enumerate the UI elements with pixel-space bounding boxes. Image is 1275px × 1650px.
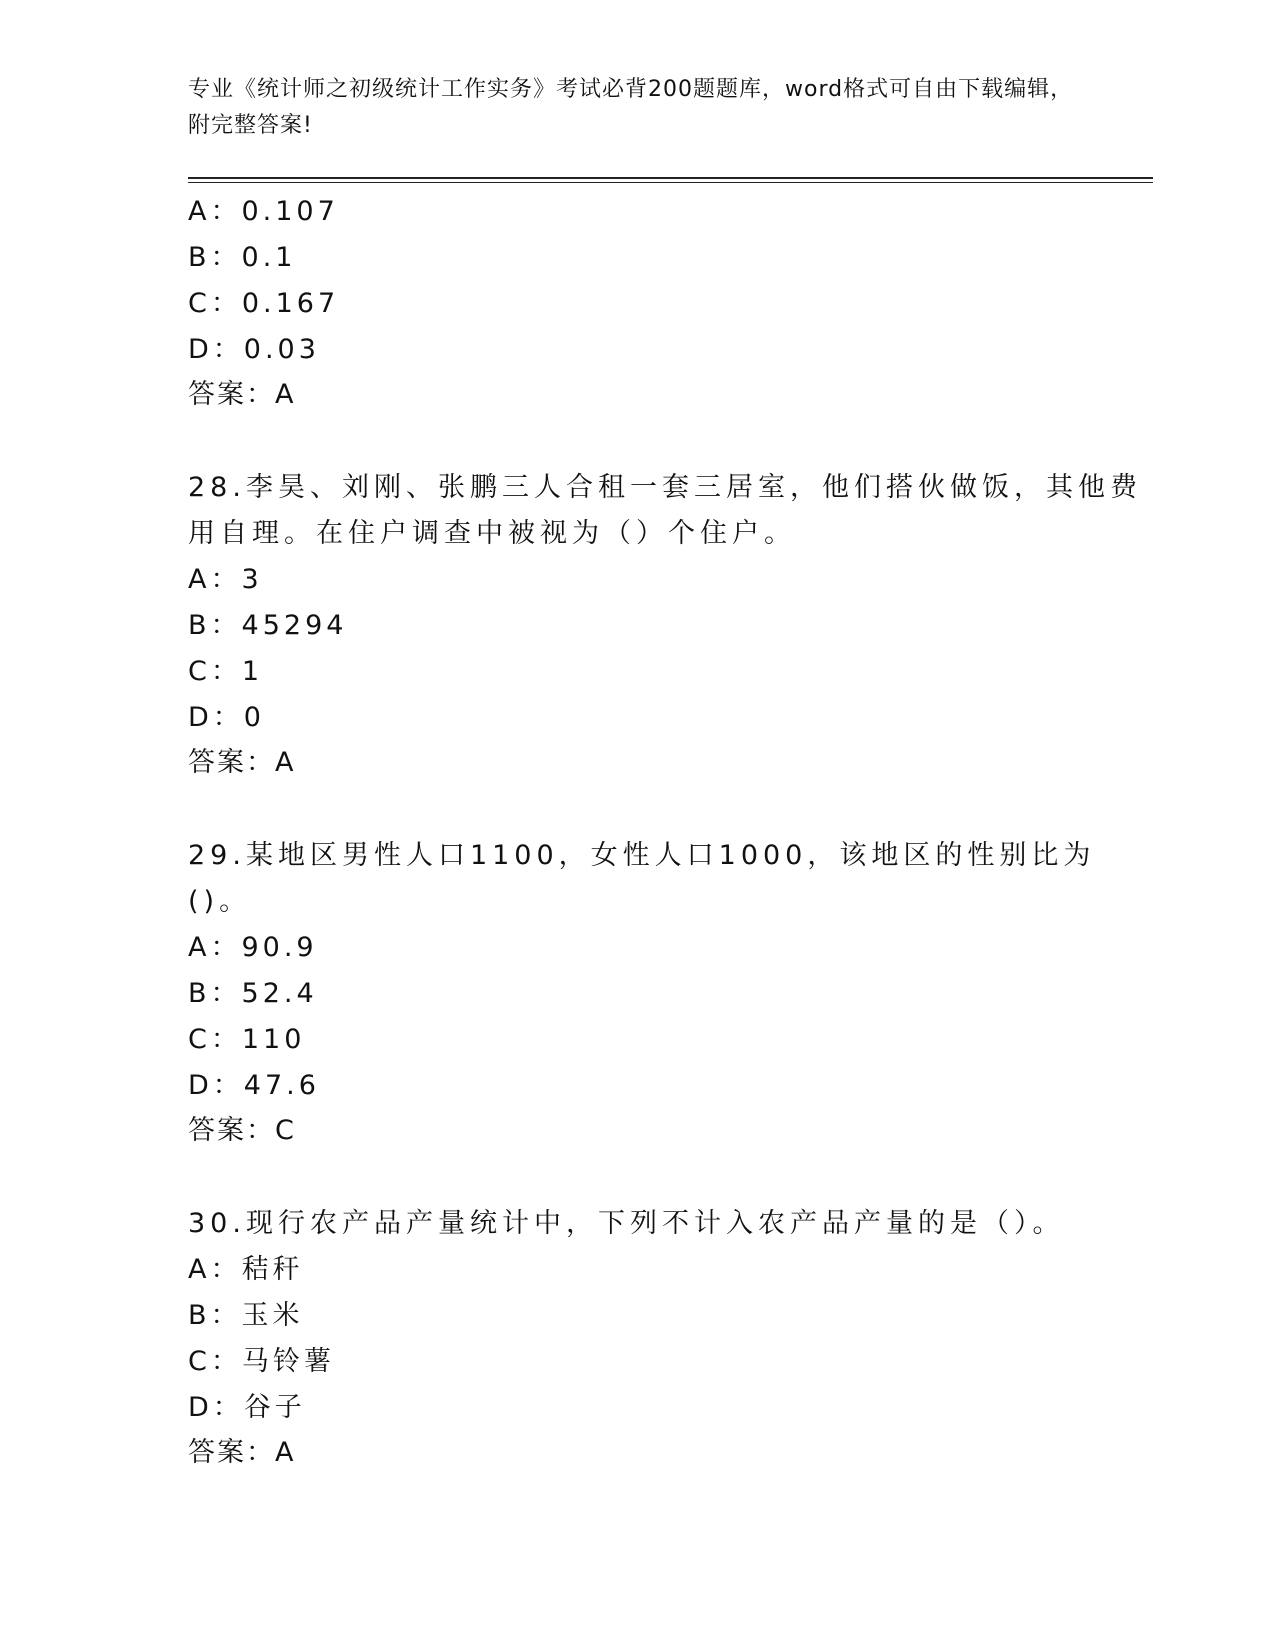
- option-b: B：0.1: [188, 242, 297, 273]
- option-d: D：0: [188, 702, 265, 733]
- option-a: A：3: [188, 564, 263, 595]
- question-text: 30.现行农产品产量统计中，下列不计入农产品产量的是（）。: [188, 1208, 1065, 1239]
- option-d: D：0.03: [188, 334, 320, 365]
- question-block-28: [188, 465, 1148, 785]
- option-c: C：马铃薯: [188, 1346, 335, 1377]
- header-divider-thick: [188, 177, 1153, 179]
- option-c: C：1: [188, 656, 264, 687]
- question-text: 28.李昊、刘刚、张鹏三人合租一套三居室，他们搭伙做饭，其他费用自理。在住户调查中被视为（）个住户。: [188, 472, 1142, 549]
- answer-line: 答案：A: [188, 747, 296, 778]
- answer-line: 答案：A: [188, 1437, 296, 1468]
- option-c: C：110: [188, 1024, 306, 1055]
- question-list: [188, 189, 1148, 1475]
- question-text: 29.某地区男性人口1100，女性人口1000，该地区的性别比为()。: [188, 840, 1096, 917]
- option-c: C：0.167: [188, 288, 340, 319]
- question-block-29: [188, 833, 1148, 1153]
- answer-line: 答案：A: [188, 379, 296, 410]
- header-divider-thin: [188, 182, 1153, 183]
- option-a: A：90.9: [188, 932, 318, 963]
- option-a: A：0.107: [188, 196, 339, 227]
- option-b: B：45294: [188, 610, 348, 641]
- document-header: 专业《统计师之初级统计工作实务》考试必背200题题库，word格式可自由下载编辑，附完整答案!: [188, 77, 1074, 138]
- answer-line: 答案：C: [188, 1115, 296, 1146]
- option-b: B：玉米: [188, 1300, 304, 1331]
- question-block-30: [188, 1201, 1148, 1475]
- option-d: D：47.6: [188, 1070, 320, 1101]
- question-block-prev: [188, 189, 1148, 417]
- option-a: A：秸秆: [188, 1254, 304, 1285]
- option-b: B：52.4: [188, 978, 318, 1009]
- option-d: D：谷子: [188, 1392, 306, 1423]
